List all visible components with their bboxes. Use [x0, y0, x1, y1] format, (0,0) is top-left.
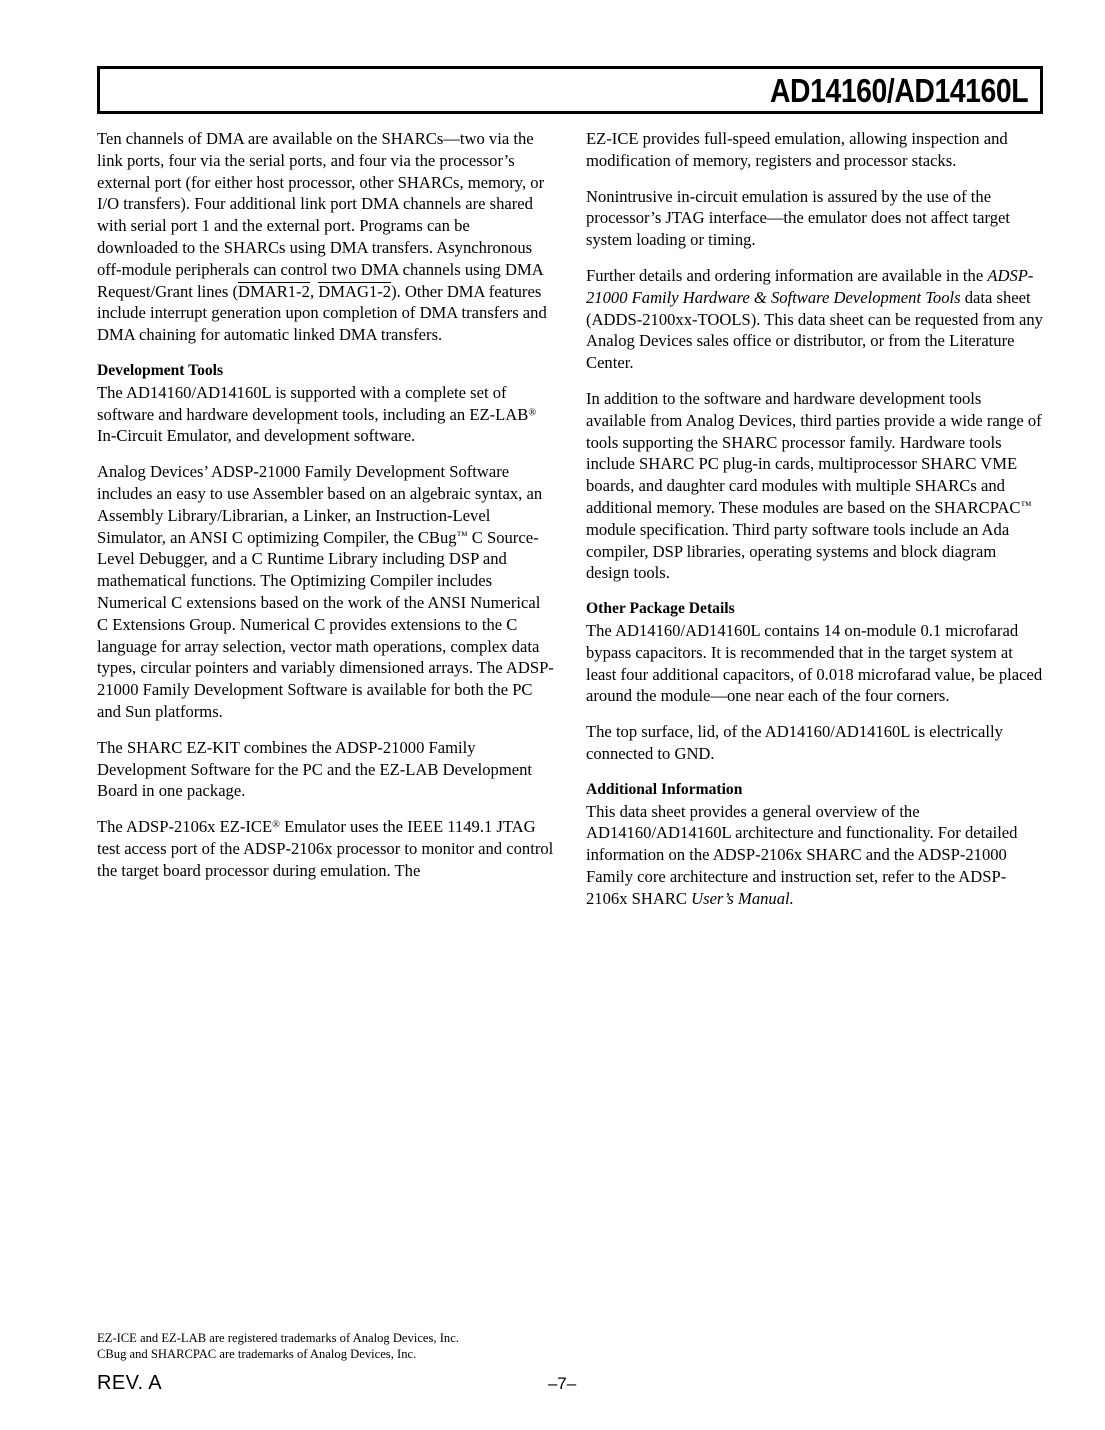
page-header-box	[97, 66, 1043, 114]
trademark-mark-icon: ™	[456, 529, 468, 542]
manual-title-reference: User’s Manual.	[691, 888, 794, 908]
page-number: –7–	[547, 1374, 577, 1393]
paragraph-text-continued: Emulator uses the IEEE 1149.1 JTAG test access port of the ADSP-2106x processor to monitor and control the target board processor during emulation. The	[97, 817, 554, 880]
registered-mark-icon: ®	[528, 407, 537, 419]
paragraph-nonintrusive-emulation: Nonintrusive in-circuit emulation is assured by the use of the processor’s JTAG interface—the emulator does not affect target system loading or timing.	[586, 186, 1010, 250]
paragraph-text-continued: ). Other DMA features include interrupt generation upon completion of DMA transfers and DMA chaining for automatic linked DMA transfers.	[97, 281, 547, 345]
document-title-reference: ADSP-21000 Family Hardware & Software Development Tools	[586, 265, 1034, 307]
paragraph-text: This data sheet provides a general overview of the AD14160/AD14160L architecture and functionality. For detailed information on the ADSP-2106x SHARC and the ADSP-21000 Family core architecture and instruction set, refer to the ADSP-2106x SHARC	[586, 801, 1018, 908]
paragraph-additional-information	[586, 801, 1043, 910]
paragraph-ez-ice-emulation: EZ-ICE provides full-speed emulation, allowing inspection and modification of memory, registers and processor stacks.	[586, 129, 1008, 170]
paragraph-top-surface-gnd: The top surface, lid, of the AD14160/AD14160L is electrically connected to GND.	[586, 722, 1003, 763]
footnote-line-trademarks: CBug and SHARCPAC are trademarks of Analog Devices, Inc.	[97, 1347, 417, 1362]
paragraph-third-party-tools	[586, 388, 1043, 584]
paragraph-text: The AD14160/AD14160L is supported with a complete set of software and hardware development tools, including an EZ-LAB	[97, 382, 529, 424]
paragraph-text-continued: In-Circuit Emulator, and development software.	[97, 426, 416, 446]
paragraph-family-development-software	[97, 461, 554, 723]
page-title: AD14160/AD14160L	[769, 71, 1028, 109]
page-footer	[97, 1372, 1043, 1402]
revision-label: REV. A	[97, 1372, 163, 1394]
paragraph-text-continued: data sheet (ADDS-2100xx-TOOLS). This data sheet can be requested from any Analog Devices sales office or distributor, or from the Literature Center.	[586, 287, 1043, 373]
heading-other-package-details: Other Package Details	[586, 600, 735, 618]
paragraph-text: Further details and ordering information are available in the	[586, 265, 988, 285]
footnote-line-registered: EZ-ICE and EZ-LAB are registered trademarks of Analog Devices, Inc.	[97, 1331, 459, 1345]
paragraph-text: The ADSP-2106x EZ-ICE	[97, 817, 273, 837]
left-column	[97, 128, 554, 882]
paragraph-text-continued: module specification. Third party software tools include an Ada compiler, DSP libraries, operating systems and block diagram design tools.	[586, 519, 1010, 583]
paragraph-text: Ten channels of DMA are available on the SHARCs—two via the link ports, four via the serial ports, and four via the processor’s external port (for either host processor, other SHARCs, memory, or I/O transfers). Four additional link port DMA channels are shared with serial port 1 and the external port. Programs can be downloaded to the SHARCs using DMA transfers. Asynchronous off-module peripherals can control two DMA channels using DMA Request/Grant lines (	[97, 129, 545, 301]
heading-additional-information: Additional Information	[586, 780, 743, 798]
signal-name-dmar: DMAR1-2	[238, 281, 310, 301]
paragraph-bypass-capacitors: The AD14160/AD14160L contains 14 on-module 0.1 microfarad bypass capacitors. It is recommended that in the target system at least four additional capacitors, of 0.018 microfarad value, be placed around the module—one near each of the four corners.	[586, 620, 1043, 706]
signal-separator: ,	[309, 281, 319, 301]
paragraph-text: Analog Devices’ ADSP-21000 Family Development Software includes an easy to use Assembler based on an algebraic syntax, an Assembly Library/Librarian, a Linker, an Instruction-Level Simulator, an ANSI C optimizing Compiler, the CBug	[97, 462, 543, 547]
paragraph-text: In addition to the software and hardware development tools available from Analog Devices, third parties provide a wide range of tools supporting the SHARC processor family. Hardware tools include SHARC PC plug-in cards, multiprocessor SHARC VME boards, and daughter card modules with multiple SHARCs and additional memory. These modules are based on the SHARCPAC	[586, 388, 1042, 517]
paragraph-development-tools-intro	[97, 382, 554, 447]
registered-mark-icon: ®	[272, 819, 280, 831]
paragraph-ez-kit: The SHARC EZ-KIT combines the ADSP-21000 Family Development Software for the PC and the EZ-LAB Development Board in one package.	[97, 737, 533, 801]
paragraph-further-details	[586, 265, 1043, 374]
right-column	[586, 128, 1043, 910]
paragraph-ez-ice-emulator	[97, 816, 554, 881]
trademark-mark-icon: ™	[1020, 499, 1032, 512]
signal-name-dmag: DMAG1-2	[318, 281, 392, 301]
paragraph-text-continued: C Source-Level Debugger, and a C Runtime Library including DSP and mathematical functions. The Optimizing Compiler includes Numerical C extensions based on the work of the ANSI Numerical C Extensions Group. Numerical C provides extensions to the C language for array selection, vector math operations, complex data types, circular pointers and variably dimensioned arrays. The ADSP-21000 Family Development Software is available for both the PC and Sun platforms.	[97, 527, 554, 721]
paragraph-dma-channels	[97, 128, 554, 346]
heading-development-tools: Development Tools	[97, 361, 224, 379]
trademark-footnotes	[97, 1330, 697, 1363]
